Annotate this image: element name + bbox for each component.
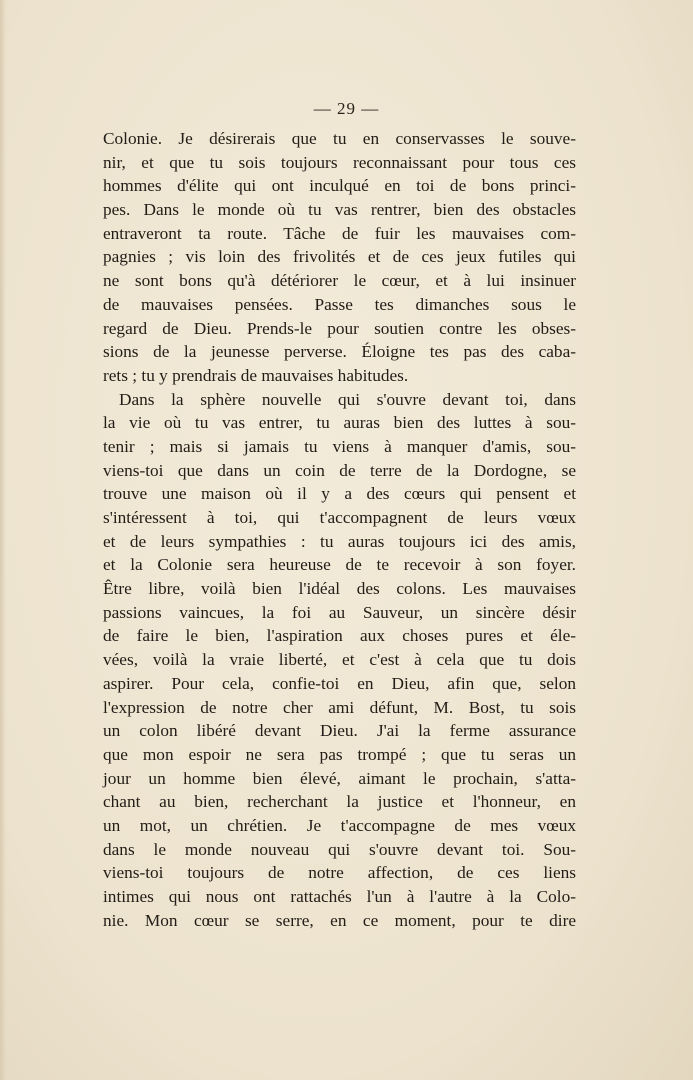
body-text bbox=[103, 127, 576, 932]
text-line: l'expression de notre cher ami défunt, M. Bost, tu sois bbox=[103, 697, 576, 717]
text-line: Colonie. Je désirerais que tu en conservasses le souve- bbox=[103, 129, 576, 148]
text-line: chant au bien, recherchant la justice et l'honneur, en bbox=[103, 792, 576, 812]
page-edge-shadow bbox=[0, 0, 6, 1080]
text-line: Dans la sphère nouvelle qui s'ouvre devant toi, dans bbox=[119, 389, 576, 409]
text-line: de faire le bien, l'aspiration aux choses pures et éle- bbox=[103, 626, 576, 646]
text-line: viens-toi toujours de notre affection, de ces liens bbox=[103, 863, 576, 883]
text-line: jour un homme bien élevé, aimant le prochain, s'atta- bbox=[103, 768, 576, 788]
text-line: viens-toi que dans un coin de terre de la Dordogne, se bbox=[103, 460, 576, 480]
page-number: — 29 — bbox=[313, 99, 380, 118]
text-line: la vie où tu vas entrer, tu auras bien des luttes à sou- bbox=[103, 413, 576, 433]
text-line: et la Colonie sera heureuse de te recevoir à son foyer. bbox=[103, 555, 576, 575]
text-line: pagnies ; vis loin des frivolités et de ces jeux futiles qui bbox=[103, 247, 576, 267]
text-line: un colon libéré devant Dieu. J'ai la ferme assurance bbox=[103, 721, 576, 741]
text-line: dans le monde nouveau qui s'ouvre devant toi. Sou- bbox=[103, 839, 576, 859]
text-line: s'intéressent à toi, qui t'accompagnent de leurs vœux bbox=[103, 508, 576, 527]
text-line: sions de la jeunesse perverse. Éloigne tes pas des caba- bbox=[103, 342, 576, 362]
text-line: vées, voilà la vraie liberté, et c'est à cela que tu dois bbox=[103, 650, 576, 670]
text-line: pes. Dans le monde où tu vas rentrer, bien des obstacles bbox=[103, 200, 576, 220]
text-line: trouve une maison où il y a des cœurs qui pensent et bbox=[103, 484, 576, 504]
text-line: nir, et que tu sois toujours reconnaissant pour tous ces bbox=[103, 152, 576, 172]
text-line: entraveront ta route. Tâche de fuir les mauvaises com- bbox=[103, 223, 576, 243]
text-line: Être libre, voilà bien l'idéal des colons. Les mauvaises bbox=[103, 579, 576, 599]
text-line: intimes qui nous ont rattachés l'un à l'autre à la Colo- bbox=[103, 887, 576, 906]
text-line: ne sont bons qu'à détériorer le cœur, et à lui insinuer bbox=[103, 271, 576, 291]
text-line: hommes d'élite qui ont inculqué en toi de bons princi- bbox=[103, 176, 576, 196]
text-line: regard de Dieu. Prends-le pour soutien contre les obses- bbox=[103, 318, 576, 338]
text-line: un mot, un chrétien. Je t'accompagne de mes vœux bbox=[103, 815, 576, 835]
text-line: tenir ; mais si jamais tu viens à manquer d'amis, sou- bbox=[103, 436, 576, 456]
text-line: que mon espoir ne sera pas trompé ; que tu seras un bbox=[103, 744, 576, 764]
text-line: et de leurs sympathies : tu auras toujours ici des amis, bbox=[103, 531, 576, 551]
text-line: nie. Mon cœur se serre, en ce moment, pour te dire bbox=[103, 910, 576, 930]
text-line: passions vaincues, la foi au Sauveur, un sincère désir bbox=[103, 602, 576, 622]
text-line: rets ; tu y prendrais de mauvaises habitudes. bbox=[103, 365, 409, 385]
text-line: aspirer. Pour cela, confie-toi en Dieu, afin que, selon bbox=[103, 673, 576, 693]
text-line: de mauvaises pensées. Passe tes dimanches sous le bbox=[103, 294, 576, 314]
